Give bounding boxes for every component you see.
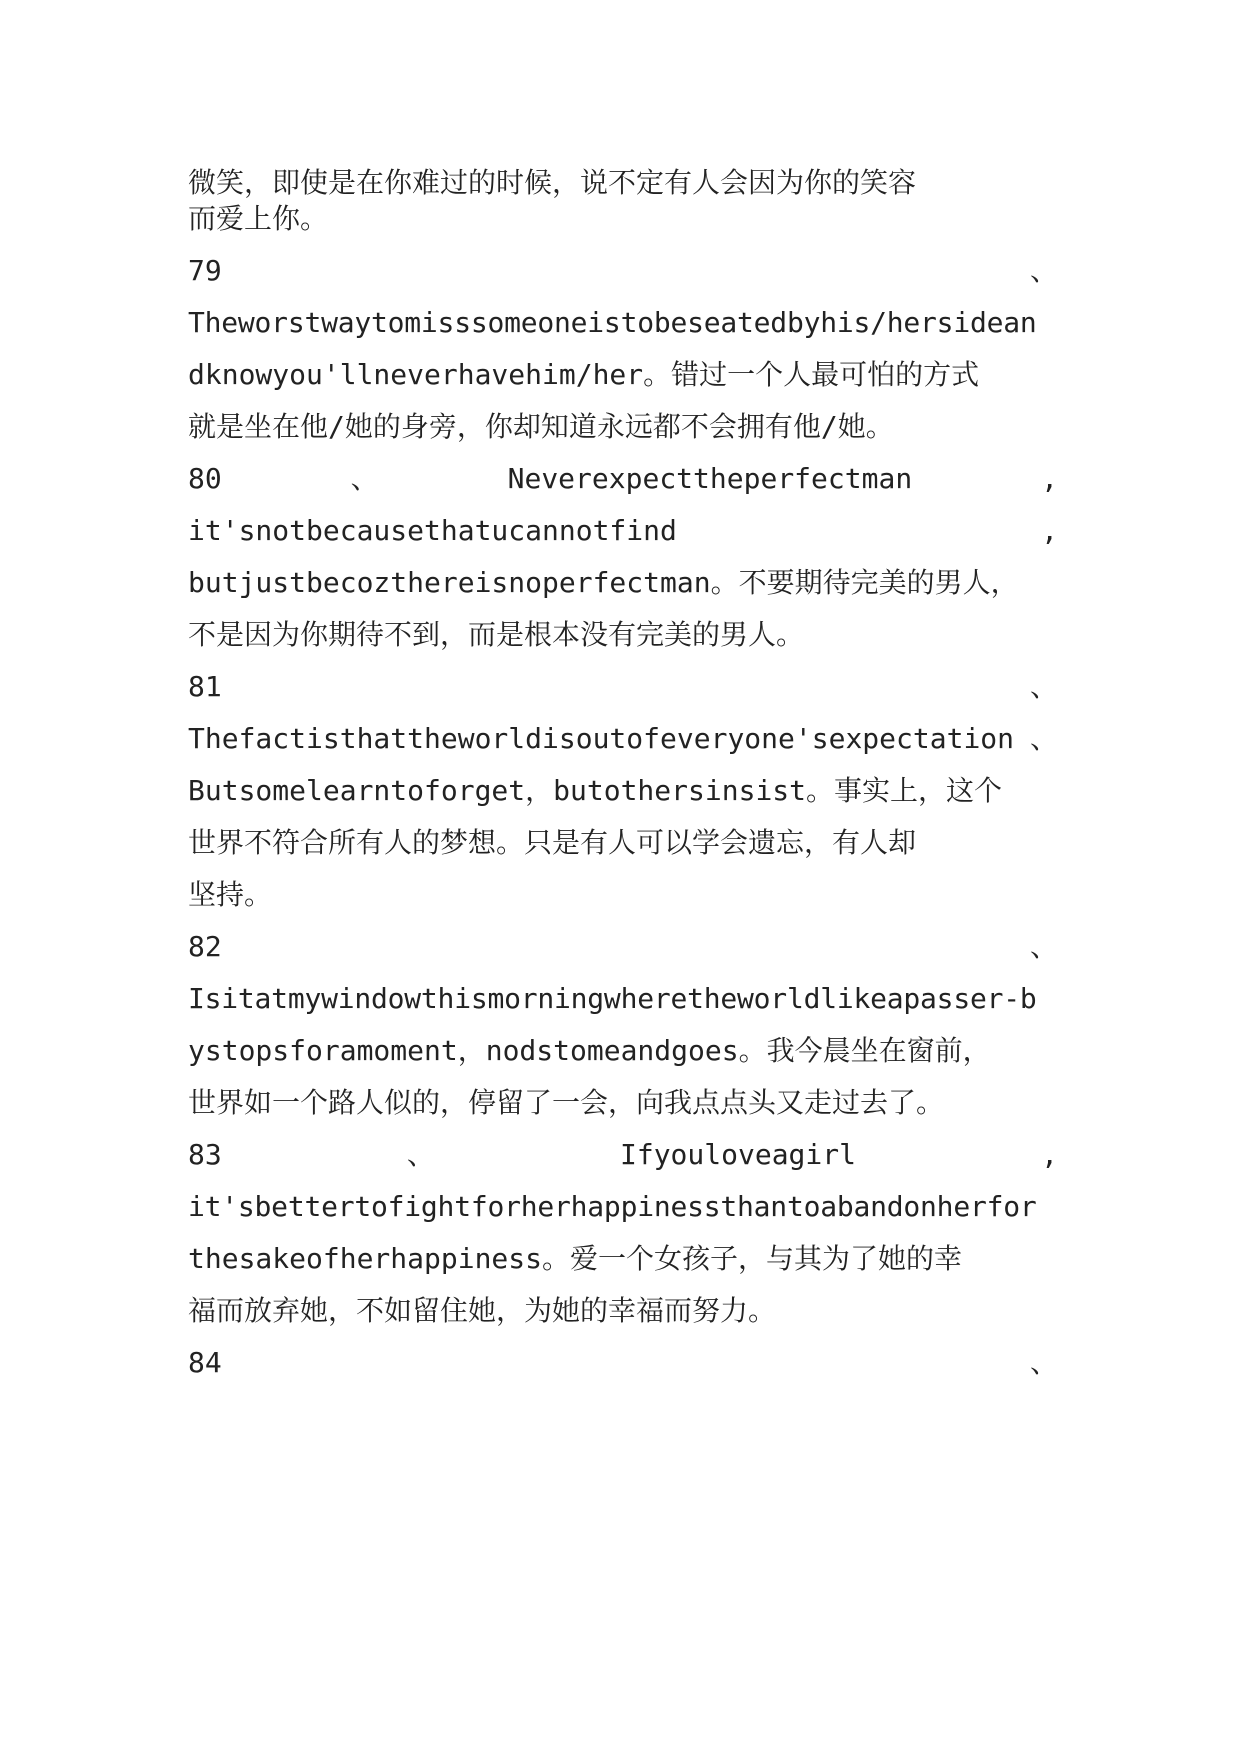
item-number: 79 xyxy=(188,254,222,287)
item-number: 84 xyxy=(188,1346,222,1379)
text-line: Butsomelearntoforget，butothersinsist。事实上，这个 xyxy=(188,774,1003,807)
item-separator: 、 xyxy=(350,462,379,495)
text-line: 世界如一个路人似的，停留了一会，向我点点头又走过去了。 xyxy=(188,1086,945,1119)
text-line: 坚持。 xyxy=(188,878,273,911)
item-comma: , xyxy=(1041,514,1058,547)
text-line: thesakeofherhappiness。爱一个女孩子，与其为了她的幸 xyxy=(188,1242,963,1275)
text-line: 微笑，即使是在你难过的时候，说不定有人会因为你的笑容 xyxy=(188,166,917,199)
text-line: 而爱上你。 xyxy=(188,202,329,235)
text-line: 世界不符合所有人的梦想。只是有人可以学会遗忘，有人却 xyxy=(188,826,917,859)
item-text: Thefactisthattheworldisoutofeveryone'sexpectation xyxy=(188,722,1015,755)
item-84-header xyxy=(188,1340,1058,1386)
item-text: it'snotbecausethatucannotfind xyxy=(188,514,677,547)
item-81-header xyxy=(188,664,1058,710)
item-83-header xyxy=(188,1132,1058,1178)
text-line: 不是因为你期待不到，而是根本没有完美的男人。 xyxy=(188,618,805,651)
text-line: ystopsforamoment，nodstomeandgoes。我今晨坐在窗前， xyxy=(188,1034,991,1067)
text-line: Isitatmywindowthismorningwheretheworldlikeapasser-b xyxy=(188,982,1037,1015)
item-number: 82 xyxy=(188,930,222,963)
item-comma: , xyxy=(1041,1138,1058,1171)
item-82-header xyxy=(188,924,1058,970)
item-text: Neverexpecttheperfectman xyxy=(507,462,913,495)
item-number: 83 xyxy=(188,1138,222,1171)
item-separator: 、 xyxy=(1029,1346,1058,1379)
item-text: Ifyouloveagirl xyxy=(619,1138,856,1171)
text-line: Theworstwaytomisssomeoneistobeseatedbyhis/hersidean xyxy=(188,306,1037,339)
item-80-header xyxy=(188,456,1058,502)
text-line: dknowyou'llneverhavehim/her。错过一个人最可怕的方式 xyxy=(188,358,980,391)
item-separator: 、 xyxy=(406,1138,435,1171)
text-line: 福而放弃她，不如留住她，为她的幸福而努力。 xyxy=(188,1294,777,1327)
item-81-line-2 xyxy=(188,716,1058,762)
item-number: 80 xyxy=(188,462,222,495)
item-separator: 、 xyxy=(1029,254,1058,287)
item-comma: , xyxy=(1041,462,1058,495)
item-number: 81 xyxy=(188,670,222,703)
item-separator: 、 xyxy=(1029,930,1058,963)
text-line: it'sbettertofightforherhappinessthantoabandonherfor xyxy=(188,1190,1037,1223)
item-separator: 、 xyxy=(1029,722,1058,755)
item-79-header xyxy=(188,248,1058,294)
item-separator: 、 xyxy=(1029,670,1058,703)
item-80-line-2 xyxy=(188,508,1058,554)
text-line: 就是坐在他/她的身旁，你却知道永远都不会拥有他/她。 xyxy=(188,410,894,443)
text-line: butjustbecozthereisnoperfectman。不要期待完美的男人， xyxy=(188,566,1019,599)
